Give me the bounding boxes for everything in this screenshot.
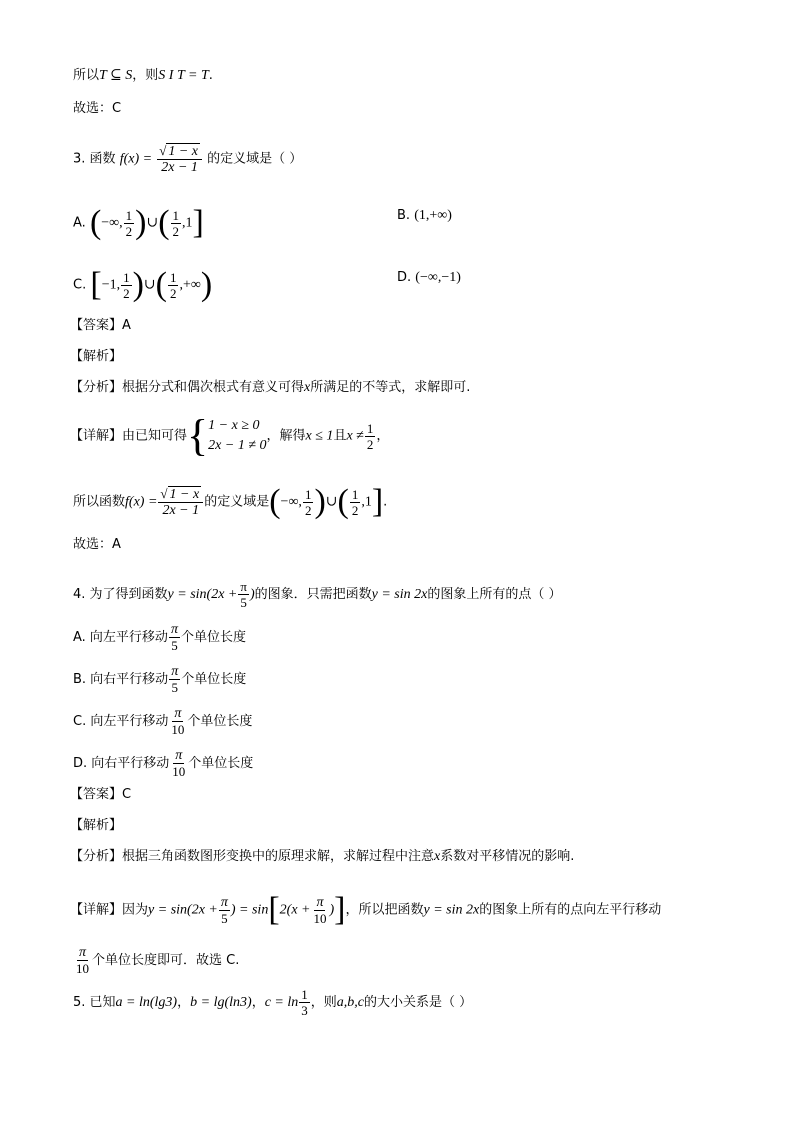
question-number: 4. 为了得到函数: [73, 587, 168, 602]
q4-stem: [73, 579, 562, 610]
numerator: 1: [304, 486, 312, 502]
fenxi-tag: 【分析】: [70, 849, 123, 864]
q3-answer-line: [70, 316, 131, 336]
q3-fenxi-line: [70, 378, 470, 398]
union: ∪: [146, 215, 159, 231]
text: .: [208, 68, 213, 83]
text: 由已知可得: [122, 428, 188, 444]
fraction: [219, 895, 230, 926]
text: ，: [251, 995, 265, 1010]
q3-analysis-tag: 【解析】: [70, 349, 123, 364]
text: 个单位长度: [188, 756, 254, 771]
denominator: 5: [221, 910, 228, 926]
q2-conclusion-line: [73, 66, 213, 86]
answer-tag: 【答案】: [70, 787, 123, 802]
numerator: √ 1 − x: [158, 486, 203, 503]
numerator: π: [78, 945, 86, 960]
fraction: [303, 487, 314, 518]
math: a = ln(lg3): [115, 995, 178, 1010]
xiangjie-tag: 【详解】: [70, 428, 123, 444]
function-name: f(x) =: [119, 151, 153, 167]
math-intersection: S I T = T: [158, 68, 209, 83]
fraction: [168, 270, 179, 301]
option-label: D.: [397, 270, 412, 285]
numerator: 1: [301, 987, 308, 1002]
paren-close: ): [314, 483, 326, 520]
denominator: 5: [171, 638, 178, 653]
option-label: A. 向左平行移动: [73, 630, 168, 645]
numerator: 1: [172, 207, 180, 223]
numerator: π: [220, 894, 228, 910]
numerator: π: [174, 706, 182, 721]
text: 的大小关系是（ ）: [364, 995, 473, 1010]
denominator: 5: [171, 680, 178, 695]
text: 系数对平移情况的影响.: [440, 849, 575, 864]
bracket-close: ]: [192, 204, 204, 241]
q3-option-c: [73, 268, 212, 302]
text: 的定义域是（ ）: [207, 151, 303, 167]
fraction: [311, 895, 328, 926]
question-number: 3. 函数: [73, 151, 116, 167]
text: 且: [333, 428, 347, 444]
answer-value: C: [122, 787, 132, 802]
math: 2(x +: [279, 902, 311, 918]
fraction: [124, 208, 135, 239]
q4-option-a: [73, 622, 246, 653]
bracket-open: [: [268, 891, 280, 928]
text: 个单位长度: [180, 630, 246, 645]
union: ∪: [143, 277, 156, 293]
function-name: f(x) =: [125, 494, 158, 510]
math: x ≠: [346, 428, 364, 444]
denominator: 2x − 1: [161, 160, 198, 175]
paren-close: ): [135, 204, 147, 241]
denominator: 10: [172, 764, 186, 779]
answer-value: A: [122, 318, 131, 333]
paren-close: ): [200, 266, 213, 303]
text: ，解得: [266, 428, 306, 444]
denominator: 10: [76, 961, 89, 976]
numerator: π: [240, 579, 247, 594]
bracket-open: [: [90, 266, 102, 303]
q4-answer-line: [70, 785, 131, 805]
fraction: [121, 270, 132, 301]
question-number: 5. 已知: [73, 995, 116, 1010]
math: c = ln: [264, 995, 299, 1010]
denominator: 2: [172, 223, 180, 239]
left-brace: {: [187, 411, 209, 460]
text: 的图象上所有的点（ ）: [427, 587, 562, 602]
inequality-system: [208, 416, 266, 456]
inequality-2: 2x − 1 ≠ 0: [208, 438, 267, 453]
bracket-close: ]: [371, 483, 384, 520]
text: 的图象．只需把函数: [254, 587, 372, 602]
variable: x: [304, 380, 311, 395]
text: ，所以把函数: [345, 902, 424, 918]
text: 根据分式和偶次根式有意义可得: [122, 380, 305, 395]
q4-option-c: [73, 706, 252, 737]
numerator: 1: [366, 420, 374, 436]
text: 个单位长度: [187, 714, 253, 729]
paren-open: (: [269, 483, 281, 520]
option-label: B.: [397, 208, 411, 223]
inequality-1: 1 − x ≥ 0: [208, 418, 260, 433]
answer-tag: 【答案】: [70, 318, 123, 333]
q3-option-b: [397, 206, 452, 226]
math: ): [249, 587, 255, 602]
numerator: √ 1 − x: [157, 143, 202, 160]
fraction: [238, 579, 249, 610]
fraction: [169, 706, 186, 737]
math: y = sin 2x: [423, 902, 480, 918]
denominator: 2: [304, 502, 312, 518]
text: ，则: [310, 995, 337, 1010]
math: ,+∞: [179, 277, 201, 293]
text: 的定义域是: [204, 494, 270, 510]
option-value: (1,+∞): [414, 208, 452, 223]
option-label: A.: [73, 215, 86, 231]
fraction: [171, 208, 182, 239]
fraction: [350, 487, 361, 518]
denominator: 2: [169, 285, 177, 301]
q3-option-d: [397, 268, 461, 288]
text: 所以: [73, 68, 100, 83]
sqrt-radicand: 1 − x: [169, 487, 200, 502]
text: 所满足的不等式，求解即可.: [310, 380, 471, 395]
math: ) = sin: [230, 902, 269, 918]
option-label: D. 向右平行移动: [73, 756, 170, 771]
q5-stem: [73, 987, 472, 1018]
q4-fenxi-line: [70, 847, 574, 867]
fenxi-tag: 【分析】: [70, 380, 123, 395]
numerator: π: [171, 664, 179, 679]
text: ，则: [132, 68, 159, 83]
q3-choose-line: 故选：A: [73, 537, 121, 552]
math: y = sin 2x: [371, 587, 428, 602]
math: ,1: [182, 215, 193, 231]
q4-analysis-tag: 【解析】: [70, 818, 123, 833]
union: ∪: [325, 494, 338, 510]
option-label: C. 向左平行移动: [73, 714, 169, 729]
denominator: 2x − 1: [162, 503, 200, 518]
option-value: (−∞,−1): [415, 270, 461, 285]
q3-option-a: [73, 206, 204, 240]
math: y = sin(2x +: [148, 902, 218, 918]
denominator: 2: [125, 223, 133, 239]
denominator: 3: [301, 1003, 308, 1018]
numerator: 1: [169, 269, 177, 285]
math-subset: T ⊆ S: [99, 68, 133, 83]
paren-open: (: [158, 204, 170, 241]
fraction: [365, 421, 376, 452]
denominator: 5: [240, 595, 247, 610]
text: 根据三角函数图形变换中的原理求解，求解过程中注意: [122, 849, 435, 864]
bracket-close: ]: [334, 891, 346, 928]
text: 的图象上所有的点向左平行移动: [479, 902, 662, 918]
math: ,1: [361, 494, 372, 510]
denominator: 2: [366, 436, 374, 452]
denominator: 10: [171, 722, 185, 737]
math: y = sin(2x +: [167, 587, 238, 602]
q4-option-b: [73, 664, 246, 695]
text: .: [383, 494, 388, 510]
numerator: 1: [351, 486, 359, 502]
q4-option-d: [73, 748, 253, 779]
fraction: [74, 945, 91, 976]
paren-open: (: [155, 266, 167, 303]
fraction: [158, 486, 203, 518]
q2-answer-line: 故选：C: [73, 101, 122, 116]
denominator: 2: [123, 285, 130, 301]
numerator: 1: [125, 207, 133, 223]
math: −∞,: [101, 215, 123, 231]
numerator: π: [316, 894, 324, 910]
text: 个单位长度: [181, 672, 247, 687]
q4-xiangjie-continuation: [73, 945, 239, 976]
xiangjie-tag: 【详解】: [70, 902, 123, 918]
math: x ≤ 1: [305, 428, 334, 444]
fraction: [157, 143, 202, 175]
option-label: B. 向右平行移动: [73, 672, 169, 687]
math: ): [329, 902, 335, 918]
q3-stem: [73, 143, 302, 175]
variable: x: [434, 849, 441, 864]
text: 所以函数: [73, 494, 126, 510]
numerator: 1: [123, 269, 130, 285]
fraction: [169, 622, 180, 653]
math: a,b,c: [336, 995, 364, 1010]
fraction: [169, 664, 180, 695]
option-label: C.: [73, 277, 87, 293]
fraction: [299, 987, 310, 1018]
q3-xiangjie-line: [70, 411, 390, 460]
math: −∞,: [280, 494, 302, 510]
sqrt-radicand: 1 − x: [168, 144, 199, 159]
numerator: π: [175, 748, 183, 763]
denominator: 2: [351, 502, 359, 518]
denominator: 10: [313, 910, 327, 926]
q3-conclusion-line: [73, 485, 387, 519]
text: 因为: [122, 902, 149, 918]
text: ，: [177, 995, 191, 1010]
math: −1,: [101, 277, 121, 293]
text: 个单位长度即可．故选 C.: [92, 953, 240, 968]
numerator: π: [170, 622, 178, 637]
math: b = lg(ln3): [190, 995, 252, 1010]
text: ，: [376, 428, 390, 444]
paren-open: (: [89, 204, 102, 241]
paren-close: ): [132, 266, 144, 303]
fraction: [170, 748, 187, 779]
q4-xiangjie-line: [70, 893, 661, 927]
paren-open: (: [337, 483, 349, 520]
